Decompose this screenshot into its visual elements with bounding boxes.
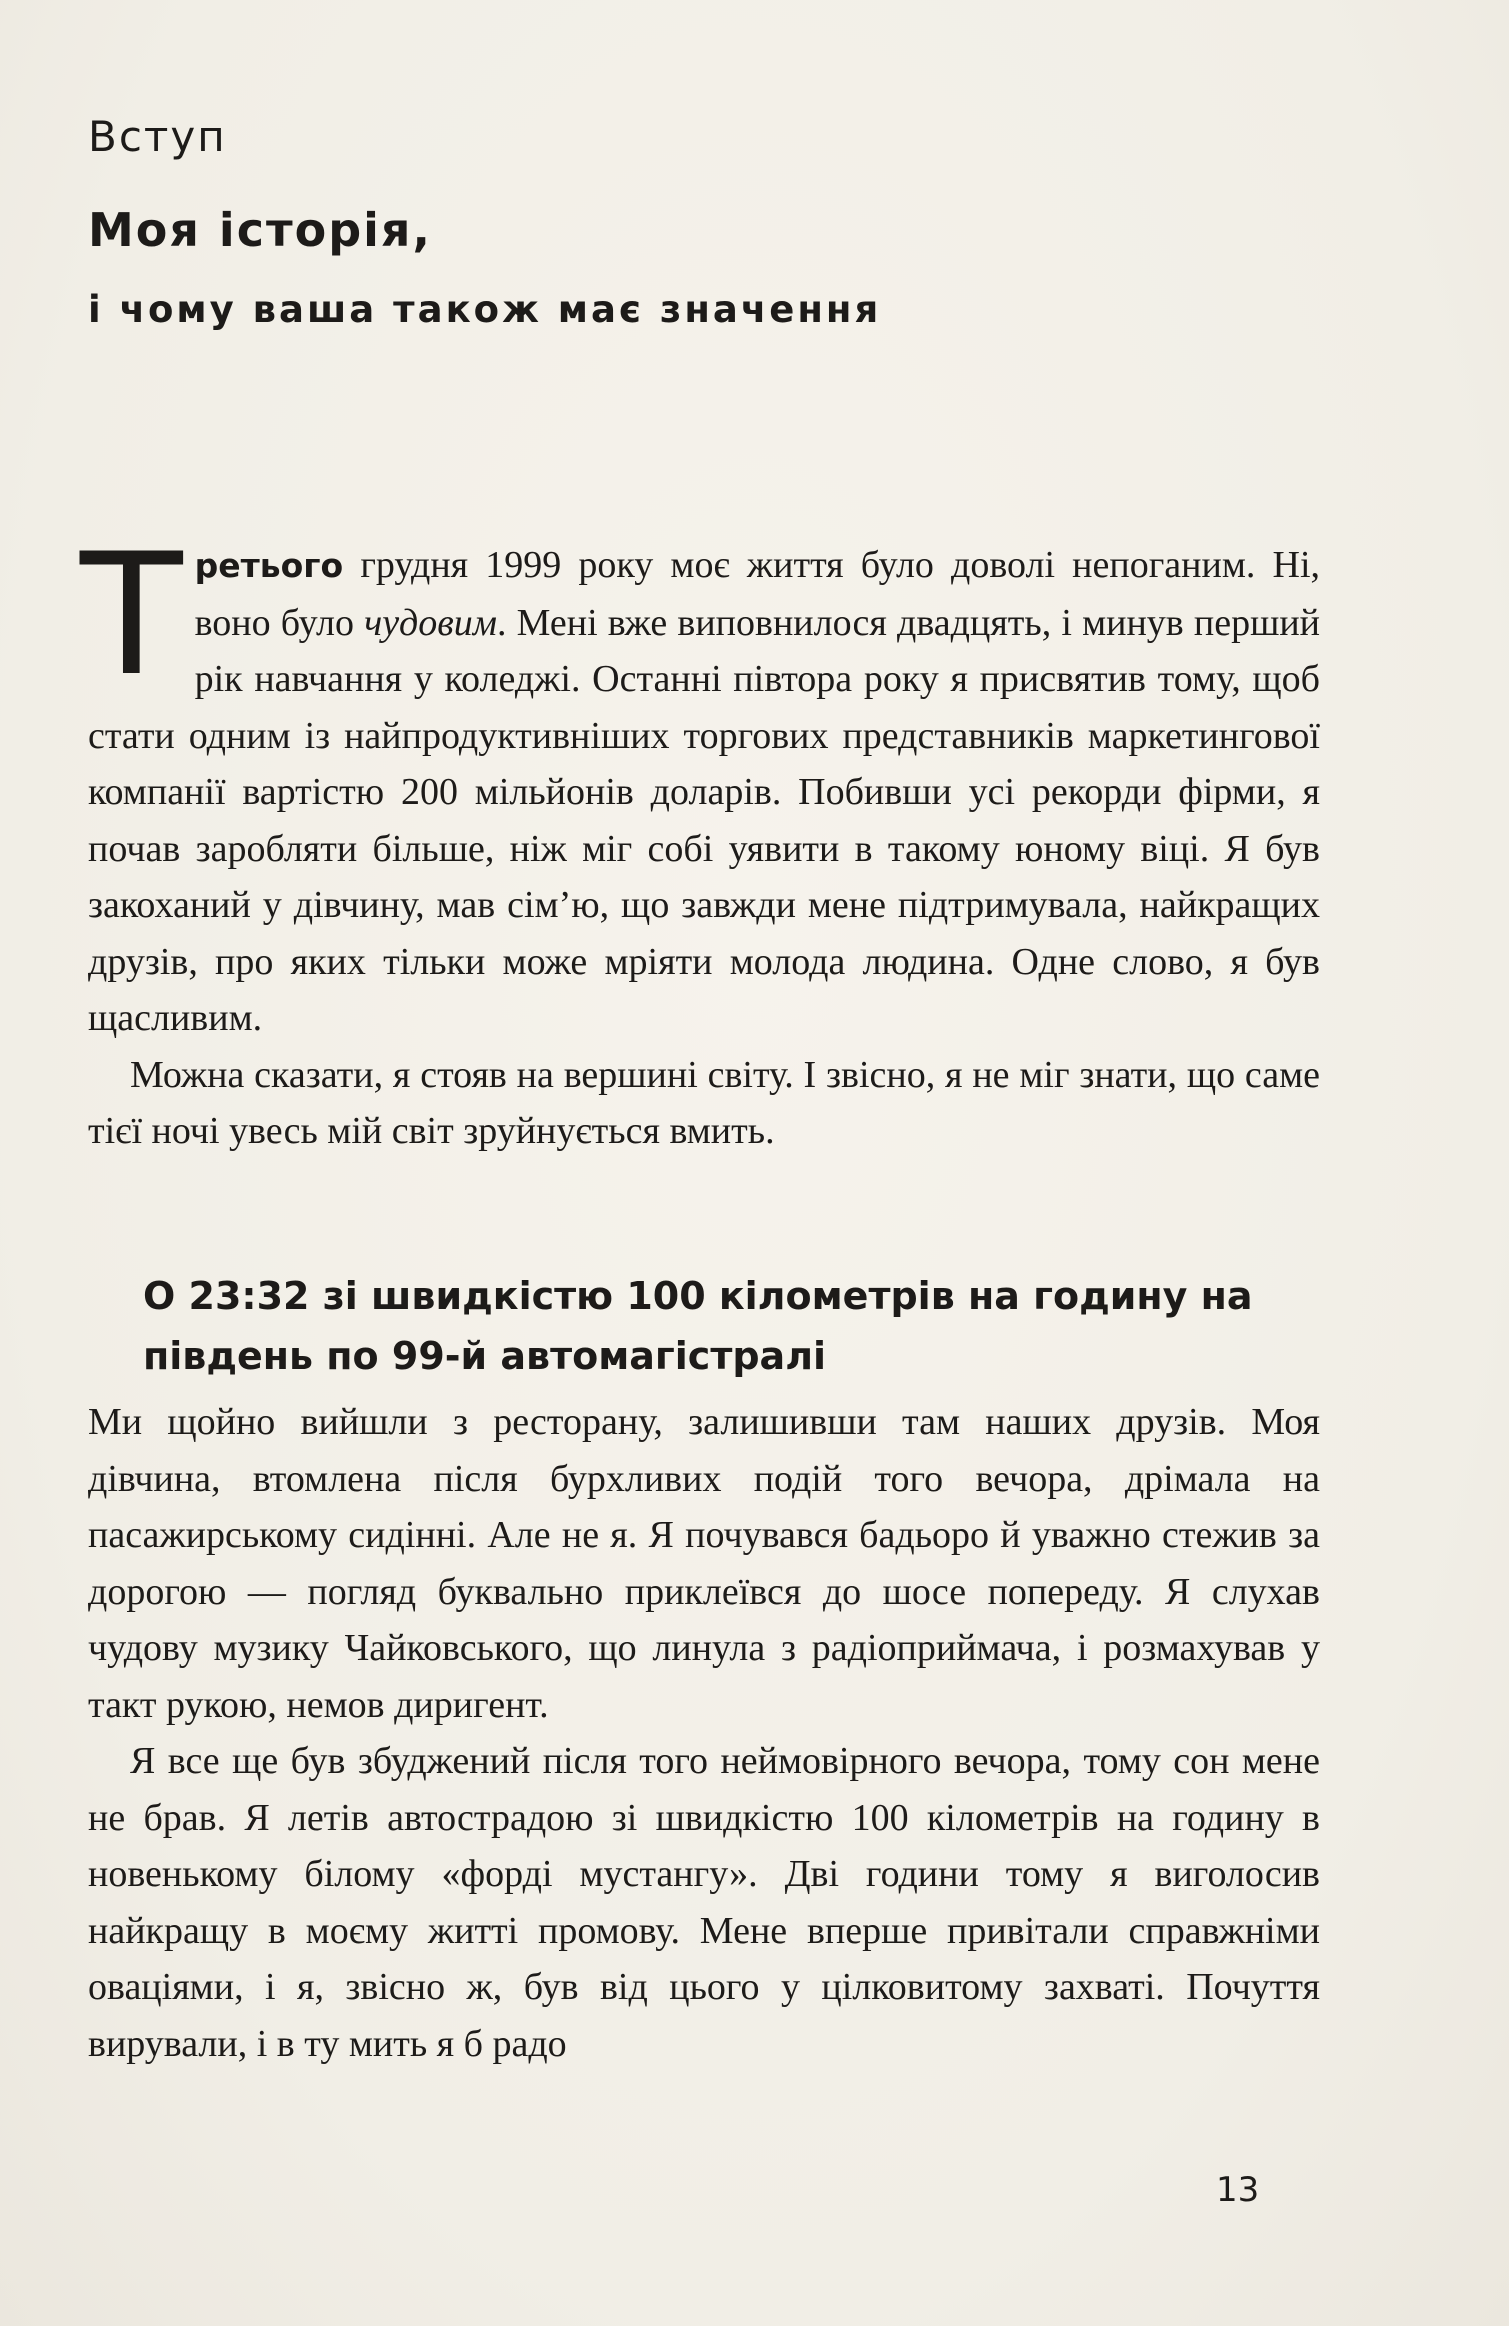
intro-paragraph-1 bbox=[80, 517, 1321, 1047]
page-number: 13 bbox=[1216, 2170, 1260, 2210]
intro-paragraph-1-part-b: . Мені вже виповнилося двадцять, і минув перший рік навчання у коледжі. Останні півтора року я присвятив тому, щоб стати одним із найпродуктивніших торгових представників маркетингової компанії вартістю 200 мільйонів доларів. Побивши усі рекорди фірми, я почав заробляти більше, ніж міг собі уявити в такому юному віці. Я був закоханий у дівчину, мав сім’ю, що завжди мене підтримувала, найкращих друзів, про яких тільки може мріяти молода людина. Одне слово, я був щасливим. bbox=[88, 601, 1321, 1039]
lead-word: ретього bbox=[194, 546, 344, 585]
drop-cap: Т bbox=[80, 517, 183, 713]
section-heading: О 23:32 зі швидкістю 100 кілометрів на годину на південь по 99-й автомагістралі bbox=[143, 1274, 1253, 1378]
emphasis-text: чудовим bbox=[364, 601, 497, 644]
chapter-title-line-1: Моя історія, bbox=[88, 203, 432, 257]
chapter-title-line-2: і чому ваша також має значення bbox=[88, 288, 882, 331]
section-paragraph-1: Ми щойно вийшли з ресторану, залишивши там наших друзів. Моя дівчина, втомлена після бурхливих подій того вечора, дрімала на пасажирському сидінні. Але не я. Я почувався бадьоро й уважно стежив за дорогою — погляд буквально приклеївся до шосе попереду. Я слухав чудову музику Чайковського, що линула з радіоприймача, і розмахував у такт рукою, немов диригент. bbox=[88, 1401, 1320, 1726]
section-text bbox=[88, 1394, 1320, 2072]
intro-text bbox=[80, 517, 1321, 1160]
chapter-label: Вступ bbox=[88, 112, 227, 161]
section-paragraph-2: Я все ще був збуджений після того неймовірного вечора, тому сон мене не брав. Я летів автострадою зі швидкістю 100 кілометрів на годину в новенькому білому «форді мустангу». Дві години тому я виголосив найкращу в моєму житті промову. Мене вперше привітали справжніми оваціями, і я, звісно ж, був від цього у цілковитому захваті. Почуття вирували, і в ту мить я б радо bbox=[88, 1740, 1320, 2065]
intro-paragraph-2: Можна сказати, я стояв на вершині світу. І звісно, я не міг знати, що саме тієї ночі увесь мій світ зруйнується вмить. bbox=[88, 1053, 1320, 1152]
chapter-title bbox=[88, 190, 881, 350]
intro-paragraph-1-part-a: грудня 1999 року моє життя було доволі непоганим. Ні, воно було bbox=[194, 544, 1320, 644]
